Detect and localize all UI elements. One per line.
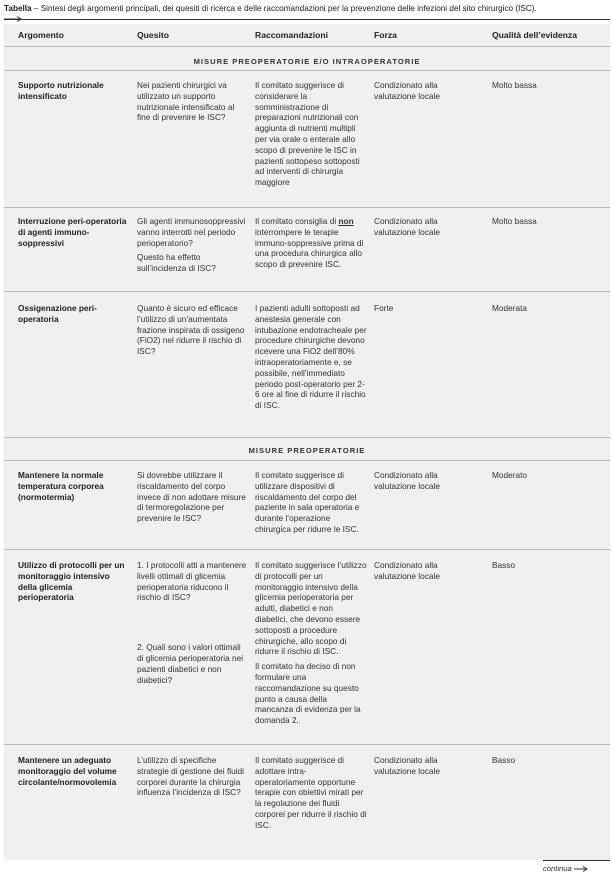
cell-raccomandazioni: I pazienti adulti sottoposti ad anestesia generale con intubazione endotracheale per procedure chirurgiche devono ricevere una FiO2 dell’80% intraoperatoriamente e, se possibile, nell’immediato periodo post-operatorio per 2-6 ore al fine di ridurre il rischio di ISC. bbox=[255, 303, 367, 411]
cell-forza: Condizionato alla valutazione locale bbox=[374, 755, 440, 776]
cell-argomento: Mantenere la normale temperatura corporea (normotermia) bbox=[18, 470, 104, 502]
cell-qualita: Moderato bbox=[492, 470, 528, 480]
divider bbox=[4, 46, 610, 47]
cell-argomento: Supporto nutrizionale intensificato bbox=[18, 80, 104, 101]
cell-quesito: Nei pazienti chirurgici va utilizzato un supporto nutrizionale intensificato al fine di prevenire le ISC? bbox=[137, 80, 235, 123]
racc-part-b: Il comitato ha deciso di non formulare una raccomandazione su questo punto a causa della mancanza di evidenza per la domanda 2. bbox=[255, 661, 361, 726]
divider bbox=[4, 437, 610, 438]
quesito-part-a: 1. I protocolli atti a mantenere livelli ottimali di glicemia perioperatoria riducono il rischio di ISC? bbox=[137, 560, 247, 603]
footer-rule bbox=[543, 860, 610, 861]
cell-argomento: Utilizzo di protocolli per un monitoraggio intensivo della glicemia perioperatoria bbox=[18, 560, 125, 603]
cell-qualita: Basso bbox=[492, 560, 516, 570]
cell-forza: Condizionato alla valutazione locale bbox=[374, 216, 440, 237]
divider bbox=[4, 291, 610, 292]
cell-forza: Condizionato alla valutazione locale bbox=[374, 560, 440, 581]
cell-forza: Condizionato alla valutazione locale bbox=[374, 470, 440, 491]
table-caption bbox=[4, 3, 608, 14]
section-title: MISURE PREOPERATORIE E/O INTRAOPERATORIE bbox=[193, 57, 421, 66]
divider bbox=[4, 744, 610, 745]
cell-qualita: Moderata bbox=[492, 303, 528, 313]
section-title: MISURE PREOPERATORIE bbox=[248, 446, 366, 455]
cell-qualita: Molto bassa bbox=[492, 80, 537, 90]
divider bbox=[4, 460, 610, 461]
divider bbox=[4, 549, 610, 550]
header-forza: Forza bbox=[374, 30, 397, 40]
continua-label bbox=[543, 864, 588, 873]
top-rule bbox=[4, 19, 610, 20]
cell-argomento: Interruzione peri-operatoria di agenti immuno-soppressivi bbox=[18, 216, 127, 248]
cell-forza: Condizionato alla valutazione locale bbox=[374, 80, 440, 101]
cell-quesito: L’utilizzo di specifiche strategie di gestione dei fluidi corporei durante la chirurgia influenza l’incidenza di ISC? bbox=[137, 755, 245, 798]
racc-text-post: interrompere le terapie immuno-soppressive prima di una procedura chirurgica allo scopo di prevenire ISC. bbox=[255, 226, 364, 270]
racc-text-pre: Il comitato consiglia di bbox=[255, 216, 339, 226]
cell-qualita: Basso bbox=[492, 755, 516, 765]
cell-raccomandazioni: Il comitato suggerisce di utilizzare dispositivi di riscaldamento del corpo del paziente in sala operatoria e durante l’operazione chirurgica per ridurre le ISC. bbox=[255, 470, 360, 534]
cell-quesito: Si dovrebbe utilizzare il riscaldamento del corpo invece di non adottare misure di termoregolazione per prevenire le ISC? bbox=[137, 470, 246, 524]
cell-quesito bbox=[137, 560, 247, 685]
cell-qualita: Molto bassa bbox=[492, 216, 537, 226]
quesito-part-b: 2. Quali sono i valori ottimali di glicemia perioperatoria nei pazienti diabetici e non diabetici? bbox=[137, 642, 244, 685]
table-header bbox=[4, 24, 610, 46]
cell-quesito bbox=[137, 216, 247, 274]
cell-raccomandazioni: Il comitato suggerisce di considerare la somministrazione di preparazioni nutrizionali con aggiunta di nutrienti multipli per via orale o enterale allo scopo di prevenire le ISC in pazienti sottopeso sottoposti ad interventi di chirurgia maggiore bbox=[255, 80, 360, 188]
header-argomento: Argomento bbox=[18, 30, 64, 40]
cell-argomento: Mantenere un adeguato monitoraggio del volume circolante/normovolemia bbox=[18, 755, 117, 787]
cell-raccomandazioni bbox=[255, 560, 367, 726]
header-qualita: Qualità dell’evidenza bbox=[492, 30, 578, 40]
caption-label: Tabella bbox=[4, 4, 32, 13]
cell-quesito: Quanto è sicuro ed efficace l’utilizzo di un’aumentata frazione inspirata di ossigeno (FiO2) nel ridurre il rischio di ISC? bbox=[137, 303, 245, 357]
recommendations-table bbox=[4, 24, 610, 860]
caption-text: – Sintesi degli argomenti principali, dei quesiti di ricerca e delle raccomandazioni per la prevenzione delle infezioni del sito chirurgico (ISC). bbox=[31, 4, 537, 13]
racc-part-a: Il comitato suggerisce l’utilizzo di protocolli per un monitoraggio intensivo della glicemia perioperatoria per adulti, diabetici e non diabetici, che devono essere sottoposti a procedure chirurgiche, allo scopo di ridurre il rischio di ISC. bbox=[255, 560, 367, 657]
arrow-right-icon bbox=[574, 866, 588, 872]
cell-raccomandazioni bbox=[255, 216, 367, 270]
header-quesito: Quesito bbox=[137, 30, 169, 40]
cell-forza: Forte bbox=[374, 303, 394, 313]
divider bbox=[4, 70, 610, 71]
quesito-part-b: Questo ha effetto sull’incidenza di ISC? bbox=[137, 252, 216, 274]
quesito-part-a: Gli agenti immunosoppressivi vanno interrotti nel periodo perioperatorio? bbox=[137, 216, 246, 248]
divider bbox=[4, 207, 610, 208]
cell-raccomandazioni: Il comitato suggerisce di adottare intra-operatoriamente opportune terapie con obiettivi mirati per la regolazione dei fluidi corporei per ridurre il rischio di ISC. bbox=[255, 755, 367, 830]
continua-text: continua bbox=[543, 864, 572, 873]
cell-argomento: Ossigenazione peri-operatoria bbox=[18, 303, 97, 324]
header-raccomandazioni: Raccomandazioni bbox=[255, 30, 329, 40]
racc-text-non: non bbox=[338, 216, 354, 226]
